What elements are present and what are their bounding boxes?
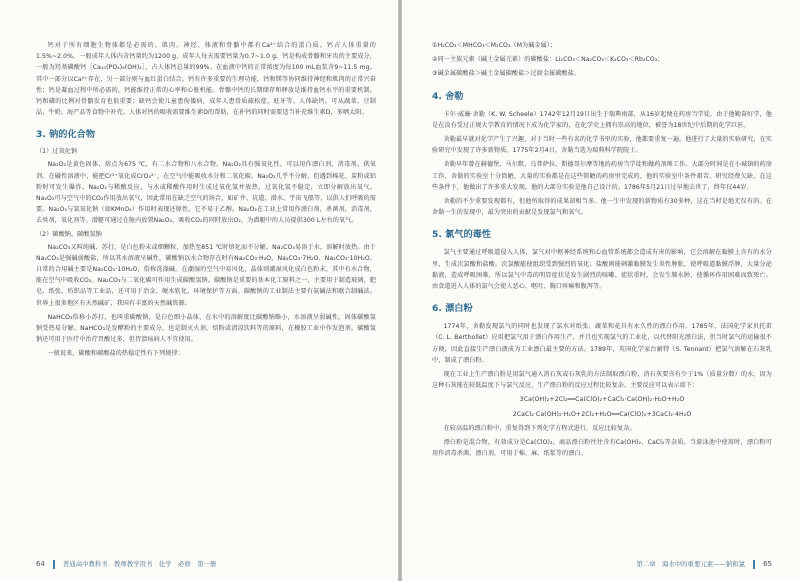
right-page xyxy=(402,0,800,581)
subsection-1-title: （1）过氧化钠 xyxy=(36,148,78,156)
paragraph: NaHCO₃俗称小苏打，也叫重碳酸钠，是白色细小晶体，在水中的溶解度比碳酸钠略小，水溶液呈弱碱性，固体碳酸氢钠受热易分解。NaHCO₃是发酵粉的主要成分，也是制灭火剂、焙粉或清凉饮料等的原料，在橡胶工业中作发泡剂。碳酸氢钠还可用于医疗中治疗胃酸过多，但胃溃疡病人不宜使用。 xyxy=(36,313,376,344)
chemical-equations xyxy=(432,394,772,419)
section-5-paragraphs xyxy=(432,247,772,292)
section-3-title: 3. 钠的化合物 xyxy=(36,129,96,141)
equation: 3Ca(OH)₂+2Cl₂══Ca(ClO)₂+CaCl₂·Ca(OH)₂·H₂O+H₂O xyxy=(519,396,685,404)
paragraph: 钙对于所有细胞生物体都是必需的。肌肉、神经、体液和骨骼中都有Ca²⁺结合的蛋白质。钙占人体重量的1.5%~2.0%，一般成年人体内含钙量约为1200 g，成年人每天需要钙量为0.7~1.0 g。钙是构成骨骼和牙齿的主要成分，一般为羟基磷酸钙［Ca₁₀(PO₄)₆(OH)₂］，占人体钙总量的99%。在血液中钙的正常浓度为每100 mL血浆含9~11.5 mg。其中一部分以Ca²⁺存在，另一部分则与血红蛋白结合。钙有许多重要的生理功能，钙和镁等协同维持神经和肌肉的正常兴奋性；钙是凝血过程中所必需的，钙能维持正常的心率和心脏机能。骨骼中钙的长期储存和释放是维持血钙水平的重要机制。钙和磷的比例对骨骼发育也很重要；缺钙会使儿童患佝偻病，成年人患骨质疏松症，蛀牙等。人体缺钙，可从蔬菜、豆制品、牛奶、海产品等食物中补充。人体对钙的吸收需要维生素D的帮助，在补钙的同时需要适当补充维生素D，多晒太阳。 xyxy=(36,42,376,117)
section-6-paragraphs xyxy=(432,321,772,391)
paragraph: 在较高温的漂白粉中，重复得到下列化学方程式进行，反应比较复杂。 xyxy=(443,424,636,432)
equation: 2CaCl₂·Ca(OH)₂·H₂O+2Cl₂+H₂O══Ca(ClO)₂+3CaCl₂·4H₂O xyxy=(512,410,692,418)
paragraph: 舍勒的不少重要发现都有，但他所取得的成果却相当多。他一生中发现的新物质有30多种，这在当时是绝无仅有的。在舍勒一生的发现中，最为突出的贡献是发现氯气和氧气。 xyxy=(432,198,772,217)
right-footer xyxy=(636,557,772,571)
right-page-number: 65 xyxy=(763,560,772,568)
section-6-after-equations xyxy=(432,423,772,460)
rule-item: ①H₂CO₃＜MHCO₃＜M₂CO₃（M为碱金属）； xyxy=(432,42,557,49)
left-intro-paragraphs xyxy=(36,40,376,118)
paragraph: 氯气主要通过呼吸道侵入人体，氯气对中枢神经系统和心血管系统都会造成有害的影响，它会溶解在黏膜上含有的水分里，生成次氯酸和盐酸。次氯酸能使组织受到强烈的氧化；盐酸则能刺激黏膜发生炎性肿胀，使呼吸道黏膜浮肿，大量分泌黏液，造成呼吸困难，所以氯气中毒的明显症状是发生剧烈的咳嗽。症状重时，会发生肺水肿，使循环作用困难而致死亡。由食道进入人体的氯气会使人恶心、呕吐、胸口疼痛和腹泻等。 xyxy=(432,249,772,291)
footer-divider xyxy=(753,560,755,569)
paragraph: 舍勒早年曾在赫德堡、马尔默、乌普萨拉、斯德哥尔摩等地的药房当学徒和做药剂师工作。大部分时间是在小城镇的药房工作，舍勒的实验室十分简陋，大量的实验都是在这些简陋的药房里完成的，他的实验室中条件艰苦，研究经费欠缺，在这些条件下，他做出了许多重大发现，他的大部分实验是他自己设计的。1786年5月21日过早地去世了，终年仅44岁。 xyxy=(432,161,772,191)
paragraph: 1774年，舍勒发现氯气的同时也发现了氯水对纸张、蔬菜和花具有永久性的漂白作用。1785年，法国化学家贝托雷（C. L. Berthollet）应用把氯气用于漂白作用生产，并且也实现氯气的工业化，以代替阳光漂白法，但当时氯气的运输很不方便，因此直接生产漂白液成为工业漂白最主要的方法。1789年，英国化学家台耐特（S. Tennant）把氯气溶解在石灰乳中，制成了漂白粉。 xyxy=(432,323,772,364)
left-footer-text: 普通高中教科书 教师教学用书 化学 必修 第一册 xyxy=(62,560,217,568)
paragraph: 卡尔·威廉·舍勒（K. W. Scheele）1742年12月19日出生于瑞典南部，从16岁起便在药房当学徒，由于他勤奋好学，他是在没有受过正规大学教育的情况下成为化学家的，在化学史上拥有崇高的地位，被誉为18世纪中后期的化学巨匠。 xyxy=(432,110,772,129)
stability-rules xyxy=(432,40,772,80)
paragraph: 现在工业上生产漂白粉是用氯气通入消石灰或石灰乳的方法制取漂白粉，消石灰要含有少于1%（质量分数）的水，因为这种石灰能在较低温度下与氯气反应，生产漂白粉的反应过程比较复杂，主要反应可以表示如下： xyxy=(432,371,772,390)
section-5-title: 5. 氯气的毒性 xyxy=(432,229,492,241)
section-6-title: 6. 漂白粉 xyxy=(432,303,473,315)
subsection-2-title: （2）碳酸钠、碳酸氢钠 xyxy=(36,230,102,238)
paragraph: 漂白粉是混合物，有效成分是Ca(ClO)₂。商品漂白粉往往含有Ca(OH)₂、CaCl₂等杂质。当游泳池中使用时，漂白粉可用作消毒杀菌，漂白剂，可用于棉、麻、纸浆等的漂白。 xyxy=(432,439,772,458)
paragraph: Na₂CO₃又叫纯碱、苏打，是白色粉末或细颗粒，加热至851 ℃时熔化而不分解。Na₂CO₃易溶于水，溶解时放热。由于Na₂CO₃是强碱弱酸盐，所以其水溶液呈碱性，碳酸钠以水合物存在时有Na₂CO₃·H₂O、Na₂CO₃·7H₂O、Na₂CO₃·10H₂O。日常的合用碱主要是Na₂CO₃·10H₂O，俗称洗涤碱。在潮湿的空气中易风化，晶体则潮湿风化成白色粉末，其中有水合物，能在空气中吸收CO₂。Na₂CO₃与二氧化碳可作用生成碳酸氢钠。碳酸钠是重要的基本化工原料之一，主要用于制造玻璃、肥皂、纸张、纺织品等工业品，还可用于冶金、硬水软化、环境保护等方面。碳酸钠的工业制法主要有氨碱法和联合制碱法。世界上很多地区有天然碱矿，我国有丰富的天然碱资源。 xyxy=(36,243,376,307)
left-page xyxy=(0,0,398,581)
rule-item: ③碱金属碳酸盐＞碱土金属碳酸盐＞过渡金属碳酸盐。 xyxy=(432,70,581,78)
left-page-number: 64 xyxy=(36,560,45,568)
right-footer-text: 第二章 海水中的重要元素——钠和氯 xyxy=(636,560,746,568)
subsection-1-paragraphs xyxy=(36,159,376,226)
rule-item: ②同一主族元素（碱土金属元素）的碳酸盐：Li₂CO₃＜Na₂CO₃＜K₂CO₃＜Rb₂CO₃； xyxy=(432,56,664,64)
footer-divider xyxy=(53,560,55,569)
paragraph: 舍勒最早就对化学产生了兴趣，对于当时一些有名的化学书里的实验，他都要重复一遍。他进行了大量的实验研究，在实验研究中发现了许多新物质。1775年2月4日，舍勒当选为瑞典科学院院士。 xyxy=(432,136,772,155)
left-footer xyxy=(36,557,216,571)
paragraph: 一般说来，碳酸和碳酸盐的热稳定性有下列规律： xyxy=(47,350,184,358)
section-4-title: 4. 舍勒 xyxy=(432,90,464,102)
subsection-2-paragraphs xyxy=(36,242,376,360)
paragraph: Na₂O₂是黄色固体，熔点为675 ℃，有二水合物和八水合物。Na₂O₂具有强氧化性，可以用作漂白剂、消毒剂、供氧剂。在碱性溶液中，能把Cr³⁺氧化成CrO₄²⁻，在空气中能吸收水分和二氧化碳。Na₂O₂几乎不分解，但遇到棉花、炭粉或铝粉时可发生爆炸。Na₂O₂与稀酸反应，与水或稀酸作用时生成过氧化氢并放热，过氧化氢不稳定，立即分解放出氧气。Na₂O₂可与空气中的CO₂作用放出氧气，因此常用在缺乏空气的场合，如矿井、坑道、潜水、宇宙飞船等，以供人们呼吸的需要。Na₂O₂与氢氧化钠（如KMnO₄）作用时表现还原性，它不易于乙醇。Na₂O₂在工业上常用作漂白剂，杀菌剂，消毒剂，去臭剂，氧化剂等。潜艇可通过在舱内放置Na₂O₂，吸收CO₂的同时放出O₂，为潜艇中的人员提供300 L左右的氧气。 xyxy=(36,161,376,225)
section-4-paragraphs xyxy=(432,109,772,219)
